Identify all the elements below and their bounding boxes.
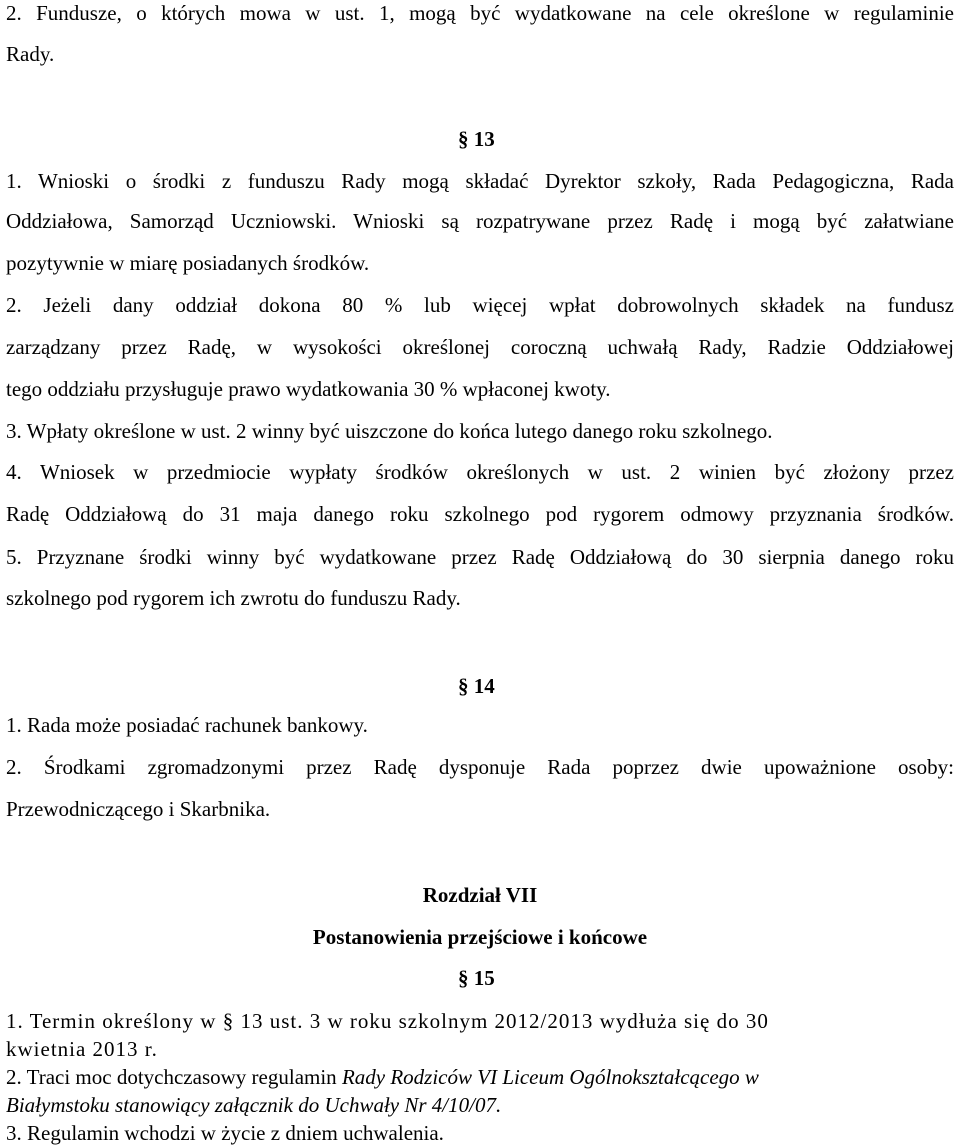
s15-p1-line2: kwietnia 2013 r. <box>6 1037 158 1061</box>
s15-p1-line1: 1. Termin określony w § 13 ust. 3 w roku szkolnym 2012/2013 wydłuża się do 30 <box>6 1009 769 1033</box>
s13-p4-line1: 4. Wniosek w przedmiocie wypłaty środków określonych w ust. 2 winien być złożony przez <box>6 460 954 484</box>
s15-p2-prefix: 2. Traci moc dotychczasowy regulamin <box>6 1065 342 1089</box>
s12-p2-line2: Rady. <box>6 42 55 66</box>
s14-p2-line2: Przewodniczącego i Skarbnika. <box>6 797 271 821</box>
s13-p2-line3: tego oddziału przysługuje prawo wydatkowania 30 % wpłaconej kwoty. <box>6 377 611 401</box>
s15-p2-line1 <box>6 1064 759 1090</box>
s15-p2-italic1: Rady Rodziców VI Liceum Ogólnokształcącego w <box>341 1065 759 1089</box>
s14-p1: 1. Rada może posiadać rachunek bankowy. <box>6 713 368 737</box>
s13-p2-line2: zarządzany przez Radę, w wysokości określonej coroczną uchwałą Rady, Radzie Oddziałowej <box>6 335 954 359</box>
s13-p1-line1: 1. Wnioski o środki z funduszu Rady mogą składać Dyrektor szkoły, Rada Pedagogiczna, Rada <box>6 169 954 193</box>
s13-p3: 3. Wpłaty określone w ust. 2 winny być uiszczone do końca lutego danego roku szkolnego. <box>6 419 773 443</box>
s13-p5-line1: 5. Przyznane środki winny być wydatkowane przez Radę Oddziałową do 30 sierpnia danego roku <box>6 545 954 569</box>
s15-p2-italic2: Białymstoku stanowiący załącznik do Uchwały Nr 4/10/07. <box>6 1093 502 1117</box>
chapter-title: Rozdział VII <box>422 883 538 907</box>
chapter-subtitle: Postanowienia przejściowe i końcowe <box>312 925 648 949</box>
s13-p1-line3: pozytywnie w miarę posiadanych środków. <box>6 251 370 275</box>
s14-p2-line1: 2. Środkami zgromadzonymi przez Radę dysponuje Rada poprzez dwie upoważnione osoby: <box>6 755 954 779</box>
s15-p3: 3. Regulamin wchodzi w życie z dniem uchwalenia. <box>6 1121 444 1145</box>
s13-p2-line1: 2. Jeżeli dany oddział dokona 80 % lub więcej wpłat dobrowolnych składek na fundusz <box>6 293 954 317</box>
section-13-mark: § 13 <box>458 127 495 151</box>
s13-p1-line2: Oddziałowa, Samorząd Uczniowski. Wnioski są rozpatrywane przez Radę i mogą być załatwiane <box>6 209 954 233</box>
section-14-mark: § 14 <box>458 674 495 698</box>
s13-p5-line2: szkolnego pod rygorem ich zwrotu do funduszu Rady. <box>6 586 461 610</box>
s12-p2-line1: 2. Fundusze, o których mowa w ust. 1, mogą być wydatkowane na cele określone w regulaminie <box>6 1 954 25</box>
s15-p2-line2 <box>6 1092 501 1118</box>
s13-p4-line2: Radę Oddziałową do 31 maja danego roku szkolnego pod rygorem odmowy przyznania środków. <box>6 502 954 526</box>
section-15-mark: § 15 <box>458 966 495 990</box>
